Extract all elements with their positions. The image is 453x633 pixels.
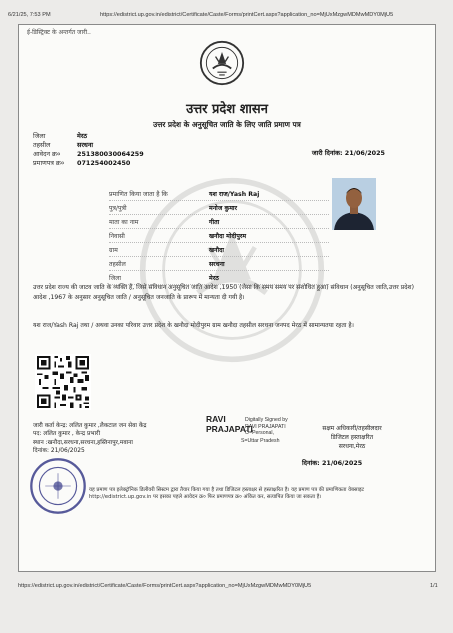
signature-location: S=Uttar Pradesh (241, 438, 280, 444)
meta-row (33, 159, 144, 168)
detail-value: गीता (209, 219, 220, 226)
detail-value: खनौदा (209, 247, 224, 254)
details-table (109, 187, 329, 285)
meta-value: मेरठ (77, 132, 88, 140)
page-title: उत्तर प्रदेश शासन (186, 102, 268, 117)
signature-name-line: RAVI (206, 414, 226, 424)
print-page-number: 1/1 (430, 583, 438, 589)
signature-meta-line: O=Personal, (245, 430, 274, 436)
signature-meta-line: Digitally Signed by (245, 417, 288, 423)
caste-paragraph: उत्तर प्रदेश राज्य की जाटव जाति के व्यक्ति हैं, जिसे संविधान अनुसूचित जाति आदेश ,1950 (जैसा कि समय समय पर संशोधित हुआ) संविधान (अनुसूचित जाति,उत्तर प्रदेश) आदेश ,1967 के अनुसार अनुसूचित जाति / अनुसूचित जनजाति के प्रारूप में मान्यता दी गयी है। (33, 284, 414, 301)
meta-label: प्रमाणपत्र क्र० (33, 159, 65, 167)
detail-label: तहसील (109, 261, 126, 268)
certificate-subtitle: उत्तर प्रदेश के अनुसूचित जाति के लिए जाति प्रमाण पत्र (153, 120, 301, 129)
detail-value: खनौदा मोदीपुरम (209, 233, 247, 240)
certificate-sheet (18, 24, 436, 572)
officer-place: सरधना,मेरठ (338, 442, 366, 450)
issue-date: जारी दिनांक: 21/06/2025 (311, 149, 385, 157)
detail-value: मेरठ (209, 275, 219, 282)
detail-label: जिला (109, 275, 121, 282)
detail-row (109, 215, 329, 229)
qr-code-icon (34, 354, 92, 410)
issuer-block (33, 422, 213, 456)
detail-row (109, 229, 329, 243)
signature-meta-line: RAVI PRAJAPATI (245, 423, 286, 430)
meta-value: 251380030064259 (77, 150, 144, 158)
detail-row (109, 201, 329, 215)
detail-value: यश राज/Yash Raj (209, 191, 260, 198)
verification-disclaimer: यह प्रमाण पत्र इलेक्ट्रॉनिक डिलीवरी सिस्टम द्वारा तैयार किया गया है तथा डिजिटल हस्ताक्षर से हस्ताक्षरित है। यह प्रमाण पत्र की प्रमाणिकता वेबसाइट http://edistrict.up.gov.in पर इसका पहले आवेदन क्र० फिर प्रमाणपत्र क्र० अंकित कर, सत्यापित किया जा सकता है। (89, 487, 364, 500)
meta-row (33, 132, 144, 141)
detail-label: ग्राम (109, 247, 118, 254)
meta-row (33, 150, 144, 159)
issuer-center: जारी कर्ता केन्द्र: ललित कुमार ,लैकटाल जन सेवा केंद्र (33, 423, 147, 429)
detail-value: सरधना (209, 261, 225, 268)
detail-label: प्रमाणित किया जाता है कि (109, 191, 168, 198)
applicant-photo (332, 178, 376, 230)
detail-row (109, 243, 329, 257)
issuer-designation: पद: ललित कुमार , केन्द्र प्रभारी (33, 431, 100, 438)
officer-title: सक्षम अधिकारी/तहसीलदार (322, 425, 382, 432)
meta-value: 071254002450 (77, 159, 131, 167)
print-timestamp: 6/21/25, 7:53 PM (8, 12, 51, 18)
meta-label: जिला (33, 132, 46, 140)
up-emblem-icon (199, 39, 245, 87)
digital-signature-meta (245, 417, 288, 437)
meta-block (33, 132, 144, 168)
detail-row (109, 257, 329, 271)
meta-row (33, 141, 144, 150)
edistrict-tag: ई-डिस्ट्रिक्ट के अन्तर्गत जारी.. (27, 29, 91, 36)
residence-paragraph: यश राज/Yash Raj तथा / अथवा उनका परिवार उत्तर प्रदेश के खनौदा मोदीपुरम ग्राम खनौदा तहसील सरधना जनपद मेरठ में सामान्यतया रहता है। (33, 322, 354, 329)
seal-stamp-icon (29, 457, 87, 515)
print-url: https://edistrict.up.gov.in/edistrict/Certificate/Caste/Forms/printCert.aspx?application_no=MjUxMzgwMDMwMDY0MjU5 (100, 12, 394, 18)
detail-label: निवासी (109, 233, 125, 240)
officer-signed: डिजिटल हस्ताक्षरित (331, 433, 373, 441)
detail-value: मनोज कुमार (209, 205, 238, 212)
signature-name-line: PRAJAPATI (206, 424, 253, 434)
detail-row (109, 187, 329, 201)
issuer-date: दिनांक: 21/06/2025 (33, 448, 85, 455)
detail-label: पुत्र/पुत्री (109, 205, 127, 212)
detail-label: माता का नाम (109, 219, 139, 226)
officer-date: दिनांक: 21/06/2025 (302, 459, 363, 467)
issuer-location: स्थान :खनौदा,सरधना,सरधना,हस्तिनापुर,मवाना (33, 439, 133, 446)
meta-label: तहसील (33, 141, 51, 149)
print-footer-url: https://edistrict.up.gov.in/edistrict/Certificate/Caste/Forms/printCert.aspx?application_no=MjUxMzgwMDMwMDY0MjU5 (18, 583, 312, 589)
meta-label: आवेदन क्र० (33, 150, 61, 158)
meta-value: सरधना (77, 141, 94, 149)
officer-block (287, 425, 417, 451)
